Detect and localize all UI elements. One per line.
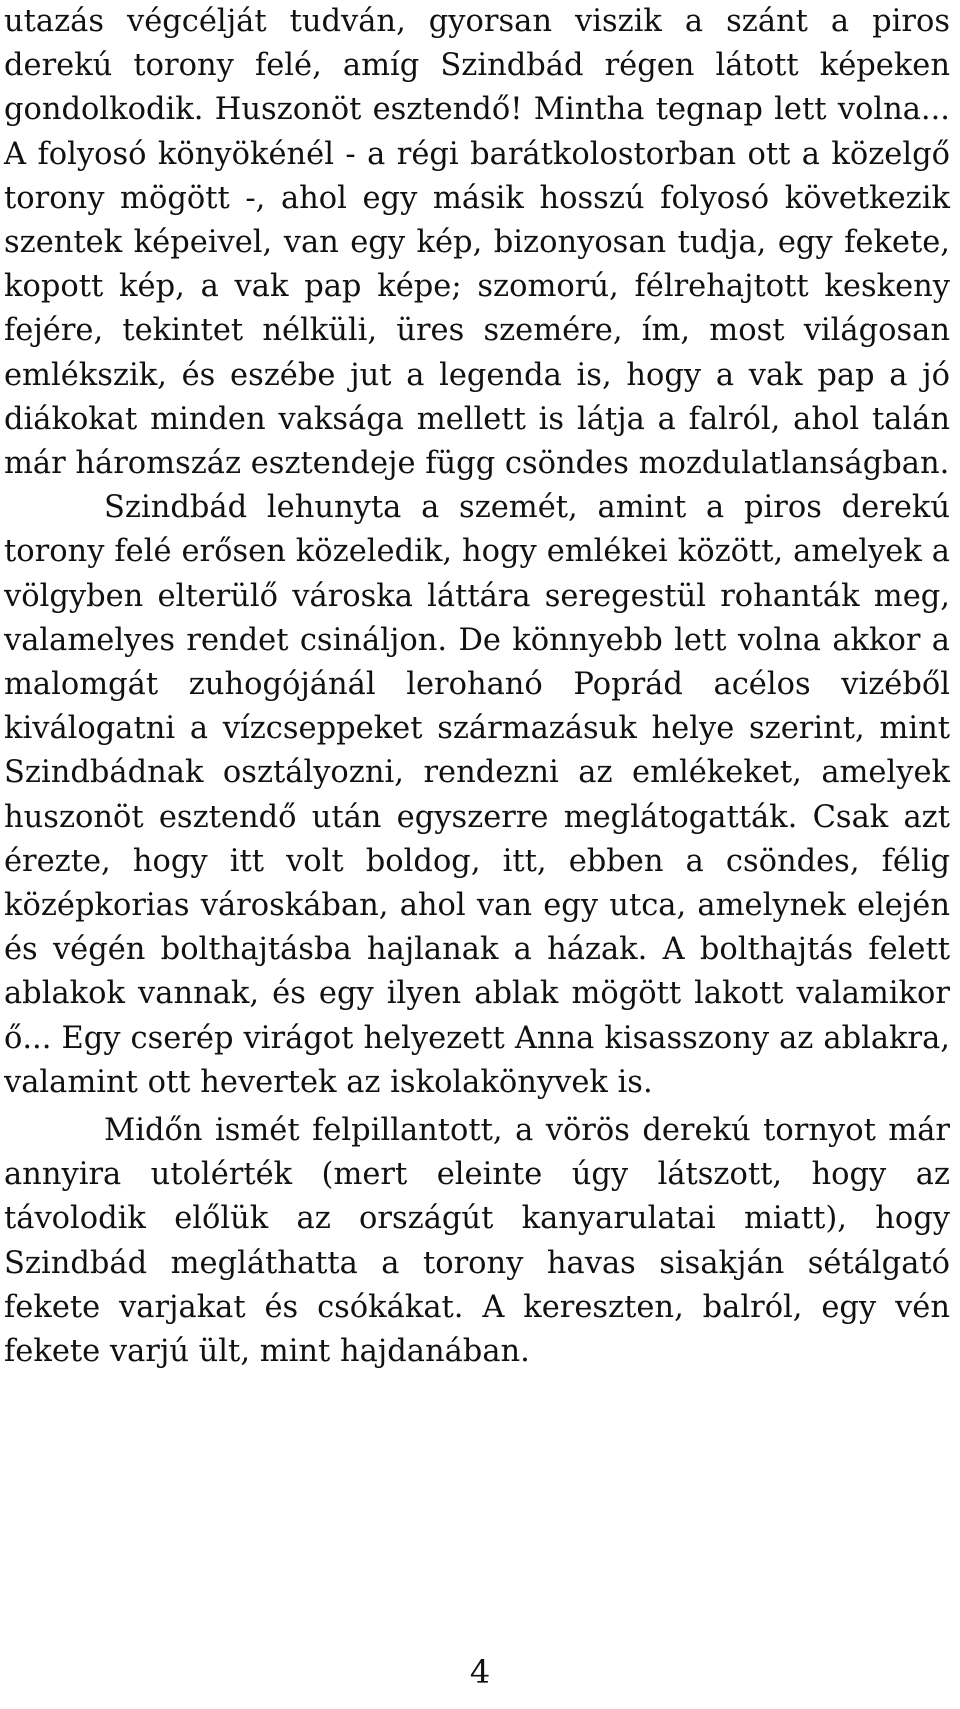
document-page	[4, 0, 950, 1374]
paragraph-2: Szindbád lehunyta a szemét, amint a piros derekú torony felé erősen közeledik, hogy emlékei között, amelyek a völgyben elterülő városka láttára seregestül rohanták meg, valamelyes rendet csináljon. De könnyebb lett volna akkor a malomgát zuhogójánál lerohanó Poprád acélos vizéből kiválogatni a vízcseppeket származásuk helye szerint, mint Szindbádnak osztályozni, rendezni az emlékeket, amelyek huszonöt esztendő után egyszerre meglátogatták. Csak azt érezte, hogy itt volt boldog, itt, ebben a csöndes, félig középkorias városkában, ahol van egy utca, amelynek elején és végén bolthajtásba hajlanak a házak. A bolthajtás felett ablakok vannak, és egy ilyen ablak mögött lakott valamikor ő... Egy cserép virágot helyezett Anna kisasszony az ablakra, valamint ott hevertek az iskolakönyvek is.	[4, 490, 950, 1100]
page-number: 4	[469, 1653, 491, 1691]
paragraph-3: Midőn ismét felpillantott, a vörös derekú tornyot már annyira utolérték (mert eleinte úgy látszott, hogy az távolodik előlük az országút kanyarulatai miatt), hogy Szindbád megláthatta a torony havas sisakján sétálgató fekete varjakat és csókákat. A kereszten, balról, egy vén fekete varjú ült, mint hajdanában.	[4, 1113, 950, 1370]
paragraph-1: utazás végcélját tudván, gyorsan viszik a szánt a piros derekú torony felé, amíg Szindbád régen látott képeken gondolkodik. Huszonöt esztendő! Mintha tegnap lett volna... A folyosó könyökénél - a régi barátkolostorban ott a közelgő torony mögött -, ahol egy másik hosszú folyosó következik szentek képeivel, van egy kép, bizonyosan tudja, egy fekete, kopott kép, a vak pap képe; szomorú, félrehajtott keskeny fejére, tekintet nélküli, üres szemére, ím, most világosan emlékszik, és eszébe jut a legenda is, hogy a vak pap a jó diákokat minden vaksága mellett is látja a falról, ahol talán már háromszáz esztendeje függ csöndes mozdulatlanságban.	[4, 4, 950, 482]
